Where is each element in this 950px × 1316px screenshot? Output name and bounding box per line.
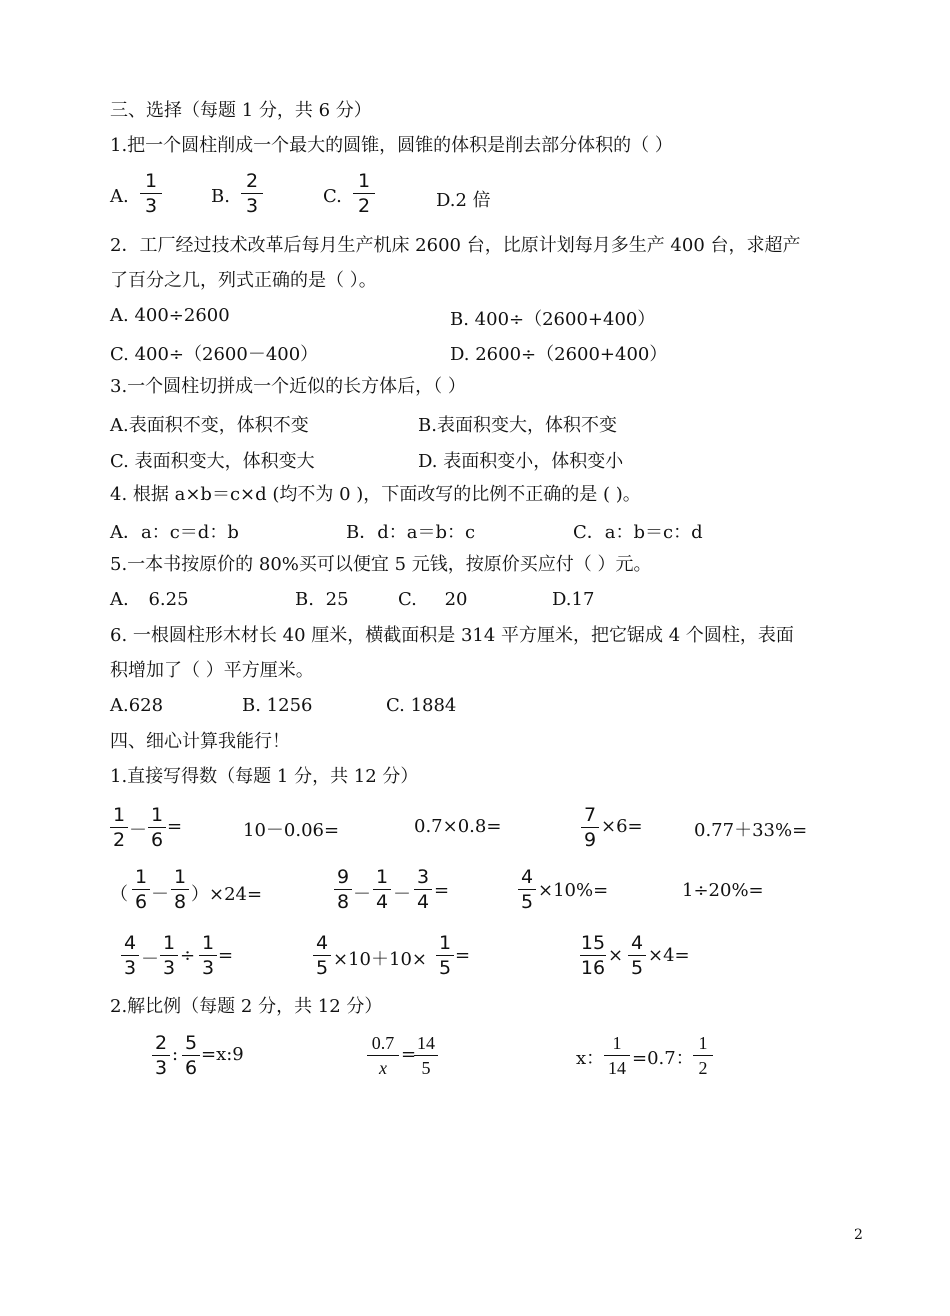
q3-option-c: C. 表面积变大，体积变大 — [110, 451, 315, 472]
r3e3-d1: 16 — [580, 957, 606, 979]
r3e2-n1: 4 — [315, 932, 329, 954]
q3-option-a: A.表面积不变，体积不变 — [110, 415, 309, 436]
r1e1-d1: 2 — [112, 829, 126, 851]
r3e1-op2: ÷ — [180, 945, 196, 966]
r3e2-frac1 — [313, 932, 331, 979]
r3e1-d2: 3 — [162, 957, 176, 979]
q1-option-b-label: B. — [211, 186, 230, 207]
prop3-mid: =0.7： — [632, 1048, 694, 1069]
r1e2: 10－0.06= — [243, 820, 340, 841]
q2-line2: 了百分之几，列式正确的是（ ）。 — [110, 270, 377, 291]
prop1-colon: : — [172, 1044, 179, 1065]
r3e1-tail: = — [218, 945, 234, 966]
r2e3-frac — [518, 866, 536, 913]
q1-c-den: 2 — [357, 195, 371, 217]
part1-title: 1.直接写得数（每题 1 分，共 12 分） — [110, 766, 419, 787]
r2e1-op: － — [151, 884, 169, 905]
q2-option-b: B. 400÷（2600+400） — [450, 309, 656, 330]
r3e1-frac2 — [160, 932, 178, 979]
r1e4-tail: ×6= — [601, 816, 643, 837]
r3e1-n3: 1 — [201, 932, 215, 954]
prop2-frac1 — [367, 1032, 399, 1079]
q1-option-b-fraction — [241, 170, 263, 217]
r2e2-d1: 8 — [336, 891, 350, 913]
r2e2-d3: 4 — [416, 891, 430, 913]
r3e3-frac1 — [580, 932, 606, 979]
r1e1-n2: 1 — [150, 804, 164, 826]
r3e1-d1: 3 — [123, 957, 137, 979]
q5-text: 5.一本书按原价的 80%买可以便宜 5 元钱，按原价买应付（ ）元。 — [110, 554, 652, 575]
r2e2-frac1 — [334, 866, 352, 913]
prop1-d2: 6 — [184, 1057, 198, 1079]
prop3-n2: 1 — [698, 1033, 708, 1053]
r2e1-d1: 6 — [134, 891, 148, 913]
part2-title: 2.解比例（每题 2 分，共 12 分） — [110, 996, 383, 1017]
q2-option-d: D. 2600÷（2600+400） — [450, 344, 668, 365]
q5-option-d: D.17 — [552, 589, 595, 610]
r3e3-tail: ×4= — [648, 945, 690, 966]
r2e2-n2: 1 — [375, 866, 389, 888]
prop3-d1: 14 — [608, 1058, 626, 1078]
q3-option-d: D. 表面积变小，体积变小 — [418, 451, 624, 472]
r3e1-n1: 4 — [123, 932, 137, 954]
q2-option-a: A. 400÷2600 — [110, 305, 230, 326]
prop2-n2: 14 — [417, 1033, 435, 1053]
r2e2-tail: = — [434, 880, 450, 901]
r3e3-n2: 4 — [630, 932, 644, 954]
r2e1-tail: ）×24= — [191, 884, 263, 905]
r1e5: 0.77＋33%= — [694, 820, 808, 841]
q6-option-c: C. 1884 — [386, 695, 457, 716]
r1e3: 0.7×0.8= — [414, 816, 502, 837]
r3e1-n2: 1 — [162, 932, 176, 954]
r2e1-frac2 — [171, 866, 189, 913]
r1e4-n: 7 — [583, 804, 597, 826]
q6-option-a: A.628 — [110, 695, 164, 716]
q3-text: 3.一个圆柱切拼成一个近似的长方体后，（ ） — [110, 376, 466, 397]
prop3-frac2 — [693, 1032, 713, 1079]
prop1-frac2 — [182, 1032, 200, 1079]
prop2-n1: 0.7 — [371, 1033, 395, 1053]
r3e1-frac3 — [199, 932, 217, 979]
section3-title: 三、选择（每题 1 分，共 6 分） — [110, 100, 372, 121]
prop3-d2: 2 — [698, 1058, 708, 1078]
prop1-tail: =x:9 — [201, 1044, 244, 1065]
q5-option-a: A. 6.25 — [110, 589, 189, 610]
q6-line1: 6. 一根圆柱形木材长 40 厘米，横截面积是 314 平方厘米，把它锯成 4 个圆柱，表面 — [110, 625, 794, 646]
r3e2-d2: 5 — [438, 957, 452, 979]
q1-c-num: 1 — [357, 170, 371, 192]
q2-option-c: C. 400÷（2600－400） — [110, 344, 319, 365]
r2e1-n2: 1 — [173, 866, 187, 888]
q4-option-a: A．a：c＝d：b — [110, 522, 239, 543]
r3e3-op1: × — [608, 945, 624, 966]
q1-b-den: 3 — [245, 195, 259, 217]
r2e2-op2: － — [393, 884, 411, 905]
r2e2-n1: 9 — [336, 866, 350, 888]
prop3-n1: 1 — [612, 1033, 622, 1053]
q3-option-b: B.表面积变大，体积不变 — [418, 415, 617, 436]
r3e2-mid: ×10＋10× — [333, 949, 427, 970]
r3e1-op1: － — [141, 949, 159, 970]
r2e3-d: 5 — [520, 891, 534, 913]
prop1-n1: 2 — [154, 1032, 168, 1054]
r3e3-frac2 — [628, 932, 646, 979]
r3e2-tail: = — [455, 945, 471, 966]
q2-line1: 2．工厂经过技术改革后每月生产机床 2600 台，比原计划每月多生产 400 台，求超产 — [110, 235, 801, 256]
q1-a-num: 1 — [144, 170, 158, 192]
q1-a-den: 3 — [144, 195, 158, 217]
r1e4-frac — [581, 804, 599, 851]
q1-option-a-label: A. — [110, 186, 129, 207]
r3e2-n2: 1 — [438, 932, 452, 954]
r1e1-frac1 — [110, 804, 128, 851]
r3e3-n1: 15 — [580, 932, 606, 954]
q1-text: 1.把一个圆柱削成一个最大的圆锥，圆锥的体积是削去部分体积的（ ） — [110, 135, 673, 156]
r3e3-d2: 5 — [630, 957, 644, 979]
r1e1-frac2 — [148, 804, 166, 851]
r1e1-op: － — [129, 820, 147, 841]
q1-option-a-fraction — [140, 170, 162, 217]
prop2-frac2 — [414, 1032, 438, 1079]
prop1-frac1 — [152, 1032, 170, 1079]
prop1-n2: 5 — [184, 1032, 198, 1054]
prop2-eq: = — [401, 1044, 417, 1065]
q4-option-c: C．a：b＝c：d — [573, 522, 703, 543]
r3e2-frac2 — [436, 932, 454, 979]
prop3-head: x： — [576, 1048, 605, 1069]
prop3-frac1 — [604, 1032, 630, 1079]
r1e1-tail: = — [167, 816, 183, 837]
r2e2-frac2 — [373, 866, 391, 913]
q1-option-c-label: C. — [323, 186, 342, 207]
q4-text: 4. 根据 a×b＝c×d (均不为 0 )，下面改写的比例不正确的是 ( )。 — [110, 484, 641, 505]
section4-title: 四、细心计算我能行！ — [110, 731, 290, 752]
r2e2-frac3 — [414, 866, 432, 913]
q1-option-d: D.2 倍 — [436, 190, 491, 211]
r2e1-open: （ — [110, 884, 128, 905]
q1-b-num: 2 — [245, 170, 259, 192]
r1e1-n1: 1 — [112, 804, 126, 826]
q4-option-b: B．d：a＝b：c — [346, 522, 476, 543]
r2e2-n3: 3 — [416, 866, 430, 888]
r3e1-frac1 — [121, 932, 139, 979]
prop1-d1: 3 — [154, 1057, 168, 1079]
r2e1-d2: 8 — [173, 891, 187, 913]
r2e3-tail: ×10%= — [538, 880, 609, 901]
r2e2-d2: 4 — [375, 891, 389, 913]
r2e1-frac1 — [132, 866, 150, 913]
r3e1-d3: 3 — [201, 957, 215, 979]
prop2-d1: x — [379, 1058, 387, 1078]
prop2-d2: 5 — [421, 1058, 431, 1078]
r2e1-n1: 1 — [134, 866, 148, 888]
page-number: 2 — [854, 1227, 863, 1243]
r2e4: 1÷20%= — [682, 880, 764, 901]
r1e1-d2: 6 — [150, 829, 164, 851]
r2e3-n: 4 — [520, 866, 534, 888]
q1-option-c-fraction — [353, 170, 375, 217]
q6-line2: 积增加了（ ）平方厘米。 — [110, 660, 314, 681]
q6-option-b: B. 1256 — [242, 695, 313, 716]
r1e4-d: 9 — [583, 829, 597, 851]
q5-option-c: C. 20 — [398, 589, 468, 610]
r2e2-op1: － — [353, 884, 371, 905]
q5-option-b: B. 25 — [295, 589, 349, 610]
r3e2-d1: 5 — [315, 957, 329, 979]
